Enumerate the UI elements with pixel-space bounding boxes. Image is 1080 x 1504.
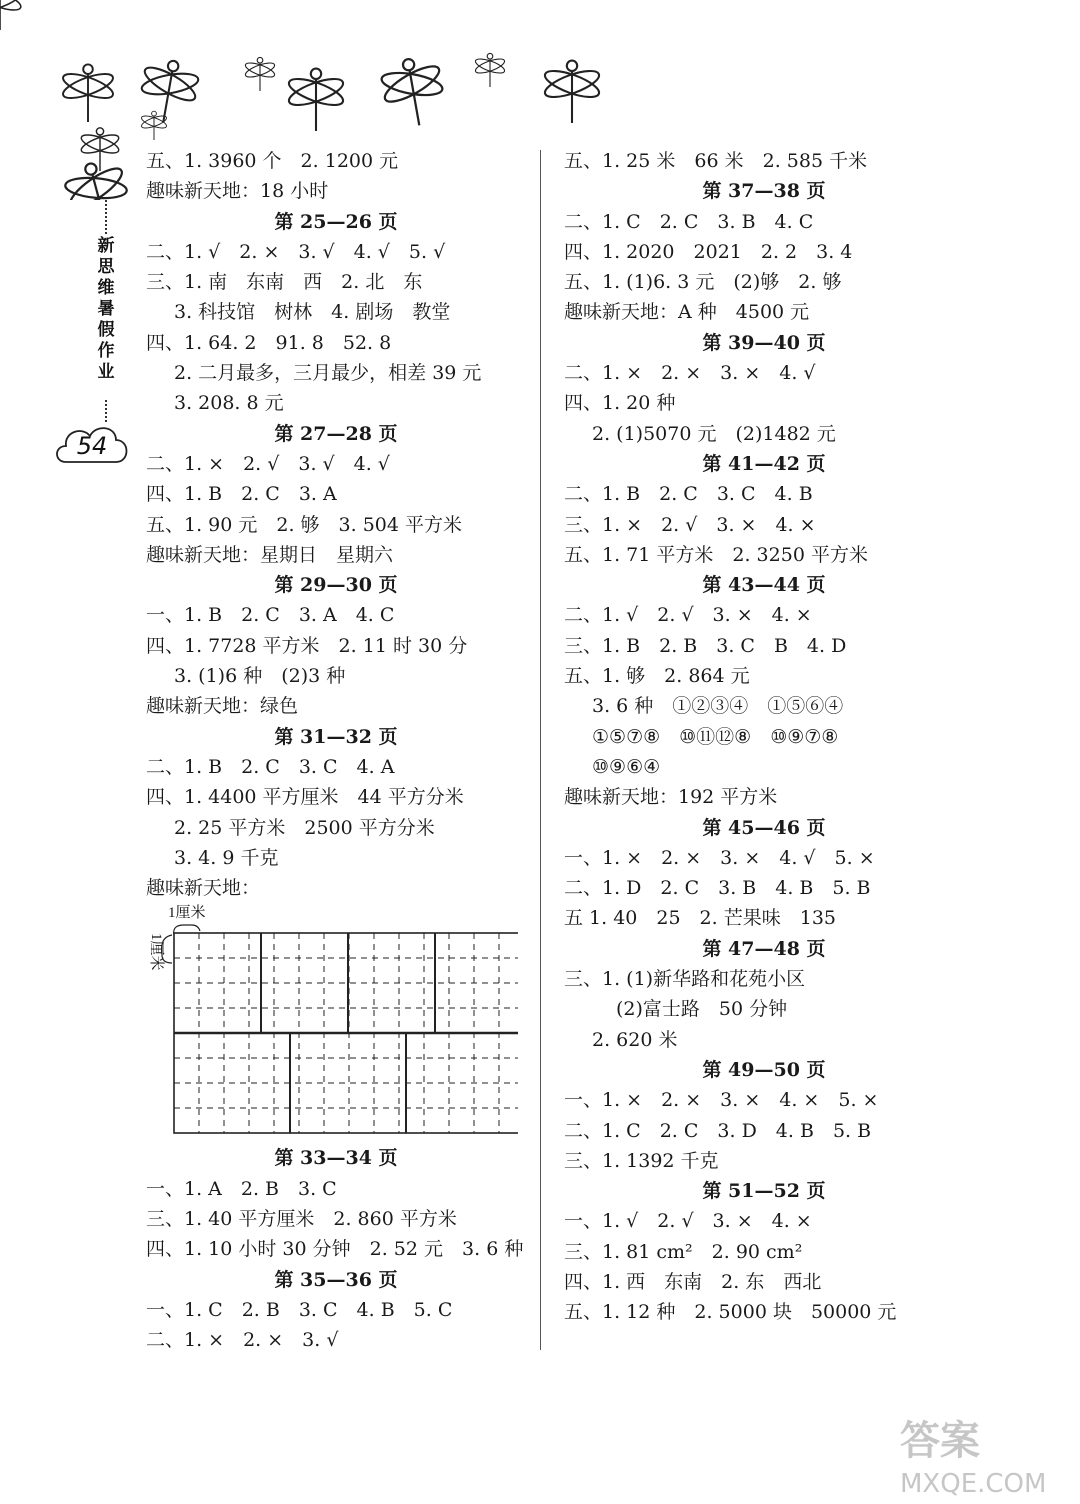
column-divider: [540, 150, 541, 1350]
answer-line: 五、1. 12 种 2. 5000 块 50000 元: [564, 1301, 897, 1324]
section-heading: 第 51—52 页: [702, 1180, 826, 1203]
answer-line: 二、1. √ 2. √ 3. × 4. ×: [564, 604, 812, 627]
grid-top-label: 1厘米: [168, 905, 206, 922]
answer-line: 3. 4. 9 千克: [174, 846, 279, 869]
answer-line: 五、1. 25 米 66 米 2. 585 千米: [564, 150, 868, 172]
section-heading: 第 29—30 页: [274, 574, 398, 597]
dragonfly-icon: [542, 61, 602, 123]
answer-line: 2. (1)5070 元 (2)1482 元: [592, 422, 836, 445]
svg-text:MXQE.COM: MXQE.COM: [900, 1469, 1047, 1499]
answer-line: 一、1. A 2. B 3. C: [146, 1177, 337, 1200]
side-title-char: 作: [97, 341, 115, 361]
dragonfly-icon: [60, 64, 115, 122]
answer-line: 四、1. 7728 平方米 2. 11 时 30 分: [146, 634, 468, 657]
answer-line: 三、1. 40 平方厘米 2. 860 平方米: [146, 1208, 457, 1231]
dragonfly-icon: [134, 56, 204, 128]
answer-line: 一、1. B 2. C 3. A 4. C: [146, 604, 395, 627]
answer-line: (2)富士路 50 分钟: [616, 998, 788, 1021]
side-title-char: 假: [97, 320, 115, 340]
answer-line: ⑩⑨⑥④: [592, 755, 661, 778]
answer-line: 五 1. 40 25 2. 芒果味 135: [564, 907, 836, 930]
section-heading: 第 45—46 页: [702, 816, 826, 839]
dragonfly-icon: [58, 155, 138, 200]
answer-line: 二、1. × 2. × 3. × 4. √: [564, 362, 816, 385]
page-number: 54: [76, 432, 108, 460]
section-heading: 第 39—40 页: [702, 331, 826, 354]
answer-line: 趣味新天地：18 小时: [146, 180, 329, 203]
section-heading: 第 35—36 页: [274, 1268, 398, 1291]
answer-line: 趣味新天地：星期日 星期六: [146, 543, 394, 566]
grid-left-label: 1厘米: [148, 933, 164, 971]
answer-line: 三、1. × 2. √ 3. × 4. ×: [564, 513, 816, 536]
answer-line: 二、1. C 2. C 3. B 4. C: [564, 210, 814, 233]
answer-line: 2. 620 米: [592, 1028, 678, 1051]
answer-line: 二、1. B 2. C 3. C 4. B: [564, 483, 813, 506]
section-heading: 第 27—28 页: [274, 422, 398, 445]
answer-line: 趣味新天地：: [146, 877, 261, 900]
answer-line: 三、1. (1)新华路和花苑小区: [564, 968, 806, 991]
watermark-logo: [880, 1404, 1070, 1500]
answer-line: 四、1. 10 小时 30 分钟 2. 52 元 3. 6 种: [146, 1238, 524, 1261]
answer-line: 三、1. 1392 千克: [564, 1149, 719, 1172]
answer-line: 趣味新天地：192 平方米: [564, 786, 778, 809]
right-column: [564, 146, 964, 1328]
answer-line: 四、1. 64. 2 91. 8 52. 8: [146, 331, 392, 354]
section-heading: 第 37—38 页: [702, 180, 826, 203]
answer-line: 一、1. × 2. × 3. × 4. √ 5. ×: [564, 846, 875, 869]
answer-line: 三、1. B 2. B 3. C B 4. D: [564, 634, 847, 657]
dragonfly-icon: [286, 69, 346, 131]
answer-line: 2. 25 平方米 2500 平方分米: [174, 816, 435, 839]
dragonfly-icon: [376, 54, 451, 131]
dragonfly-icon: [79, 128, 121, 171]
left-column: [146, 146, 526, 1356]
section-heading: 第 33—34 页: [274, 1147, 398, 1170]
side-title-char: 业: [97, 362, 115, 382]
section-heading: 第 25—26 页: [274, 210, 398, 233]
grid-diagram: [138, 903, 518, 1143]
answer-line: 五、1. 71 平方米 2. 3250 平方米: [564, 543, 868, 566]
answer-line: 一、1. √ 2. √ 3. × 4. ×: [564, 1210, 812, 1233]
dragonfly-icon: [244, 57, 276, 91]
answer-line: 二、1. × 2. × 3. √: [146, 1329, 339, 1352]
answer-line: 二、1. √ 2. × 3. √ 4. √ 5. √: [146, 240, 446, 263]
answer-line: 四、1. 20 种: [564, 392, 676, 415]
answer-line: 一、1. × 2. × 3. × 4. × 5. ×: [564, 1089, 879, 1112]
side-dotted-line: [105, 200, 107, 234]
section-heading: 第 41—42 页: [702, 452, 826, 475]
answer-line: 趣味新天地：A 种 4500 元: [564, 301, 810, 324]
answer-line: 3. 6 种 ①②③④ ①⑤⑥④: [592, 695, 844, 718]
answer-line: 3. 科技馆 树林 4. 剧场 教堂: [174, 301, 451, 324]
svg-text:答案: 答案: [900, 1418, 980, 1464]
answer-line: 三、1. 81 cm² 2. 90 cm²: [564, 1240, 803, 1263]
answer-line: 五、1. 90 元 2. 够 3. 504 平方米: [146, 513, 463, 536]
section-heading: 第 49—50 页: [702, 1058, 826, 1081]
answer-line: 五、1. (1)6. 3 元 (2)够 2. 够: [564, 271, 842, 294]
answer-line: 四、1. 西 东南 2. 东 西北: [564, 1270, 822, 1293]
answer-line: 四、1. 4400 平方厘米 44 平方分米: [146, 786, 464, 809]
answer-line: 四、1. B 2. C 3. A: [146, 483, 337, 506]
section-heading: 第 43—44 页: [702, 574, 826, 597]
section-heading: 第 31—32 页: [274, 725, 398, 748]
answer-line: 3. (1)6 种 (2)3 种: [174, 665, 346, 688]
answer-line: 二、1. C 2. C 3. D 4. B 5. B: [564, 1119, 872, 1142]
answer-line: 2. 二月最多，三月最少，相差 39 元: [174, 362, 482, 385]
side-series-title: [92, 236, 120, 383]
side-title-char: 新: [97, 236, 115, 256]
answer-line: ①⑤⑦⑧ ⑩⑪⑫⑧ ⑩⑨⑦⑧: [592, 725, 839, 748]
answer-line: 趣味新天地：绿色: [146, 695, 299, 718]
answer-line: 三、1. 南 东南 西 2. 北 东: [146, 271, 423, 294]
side-title-char: 暑: [97, 299, 115, 319]
answer-line: 四、1. 2020 2021 2. 2 3. 4: [564, 240, 853, 263]
answer-line: 五、1. 3960 个 2. 1200 元: [146, 150, 399, 172]
answer-grid-figure: [146, 903, 526, 1143]
answer-line: 二、1. × 2. √ 3. √ 4. √: [146, 452, 390, 475]
section-heading: 第 47—48 页: [702, 937, 826, 960]
dragonfly-icon: [474, 53, 506, 87]
side-title-char: 维: [97, 278, 115, 298]
answer-line: 二、1. D 2. C 3. B 4. B 5. B: [564, 877, 871, 900]
answer-line: 二、1. B 2. C 3. C 4. A: [146, 755, 395, 778]
answer-line: 五、1. 够 2. 864 元: [564, 665, 750, 688]
answer-line: 一、1. C 2. B 3. C 4. B 5. C: [146, 1298, 453, 1321]
side-title-char: 思: [97, 257, 115, 277]
answer-line: 3. 208. 8 元: [174, 392, 284, 415]
